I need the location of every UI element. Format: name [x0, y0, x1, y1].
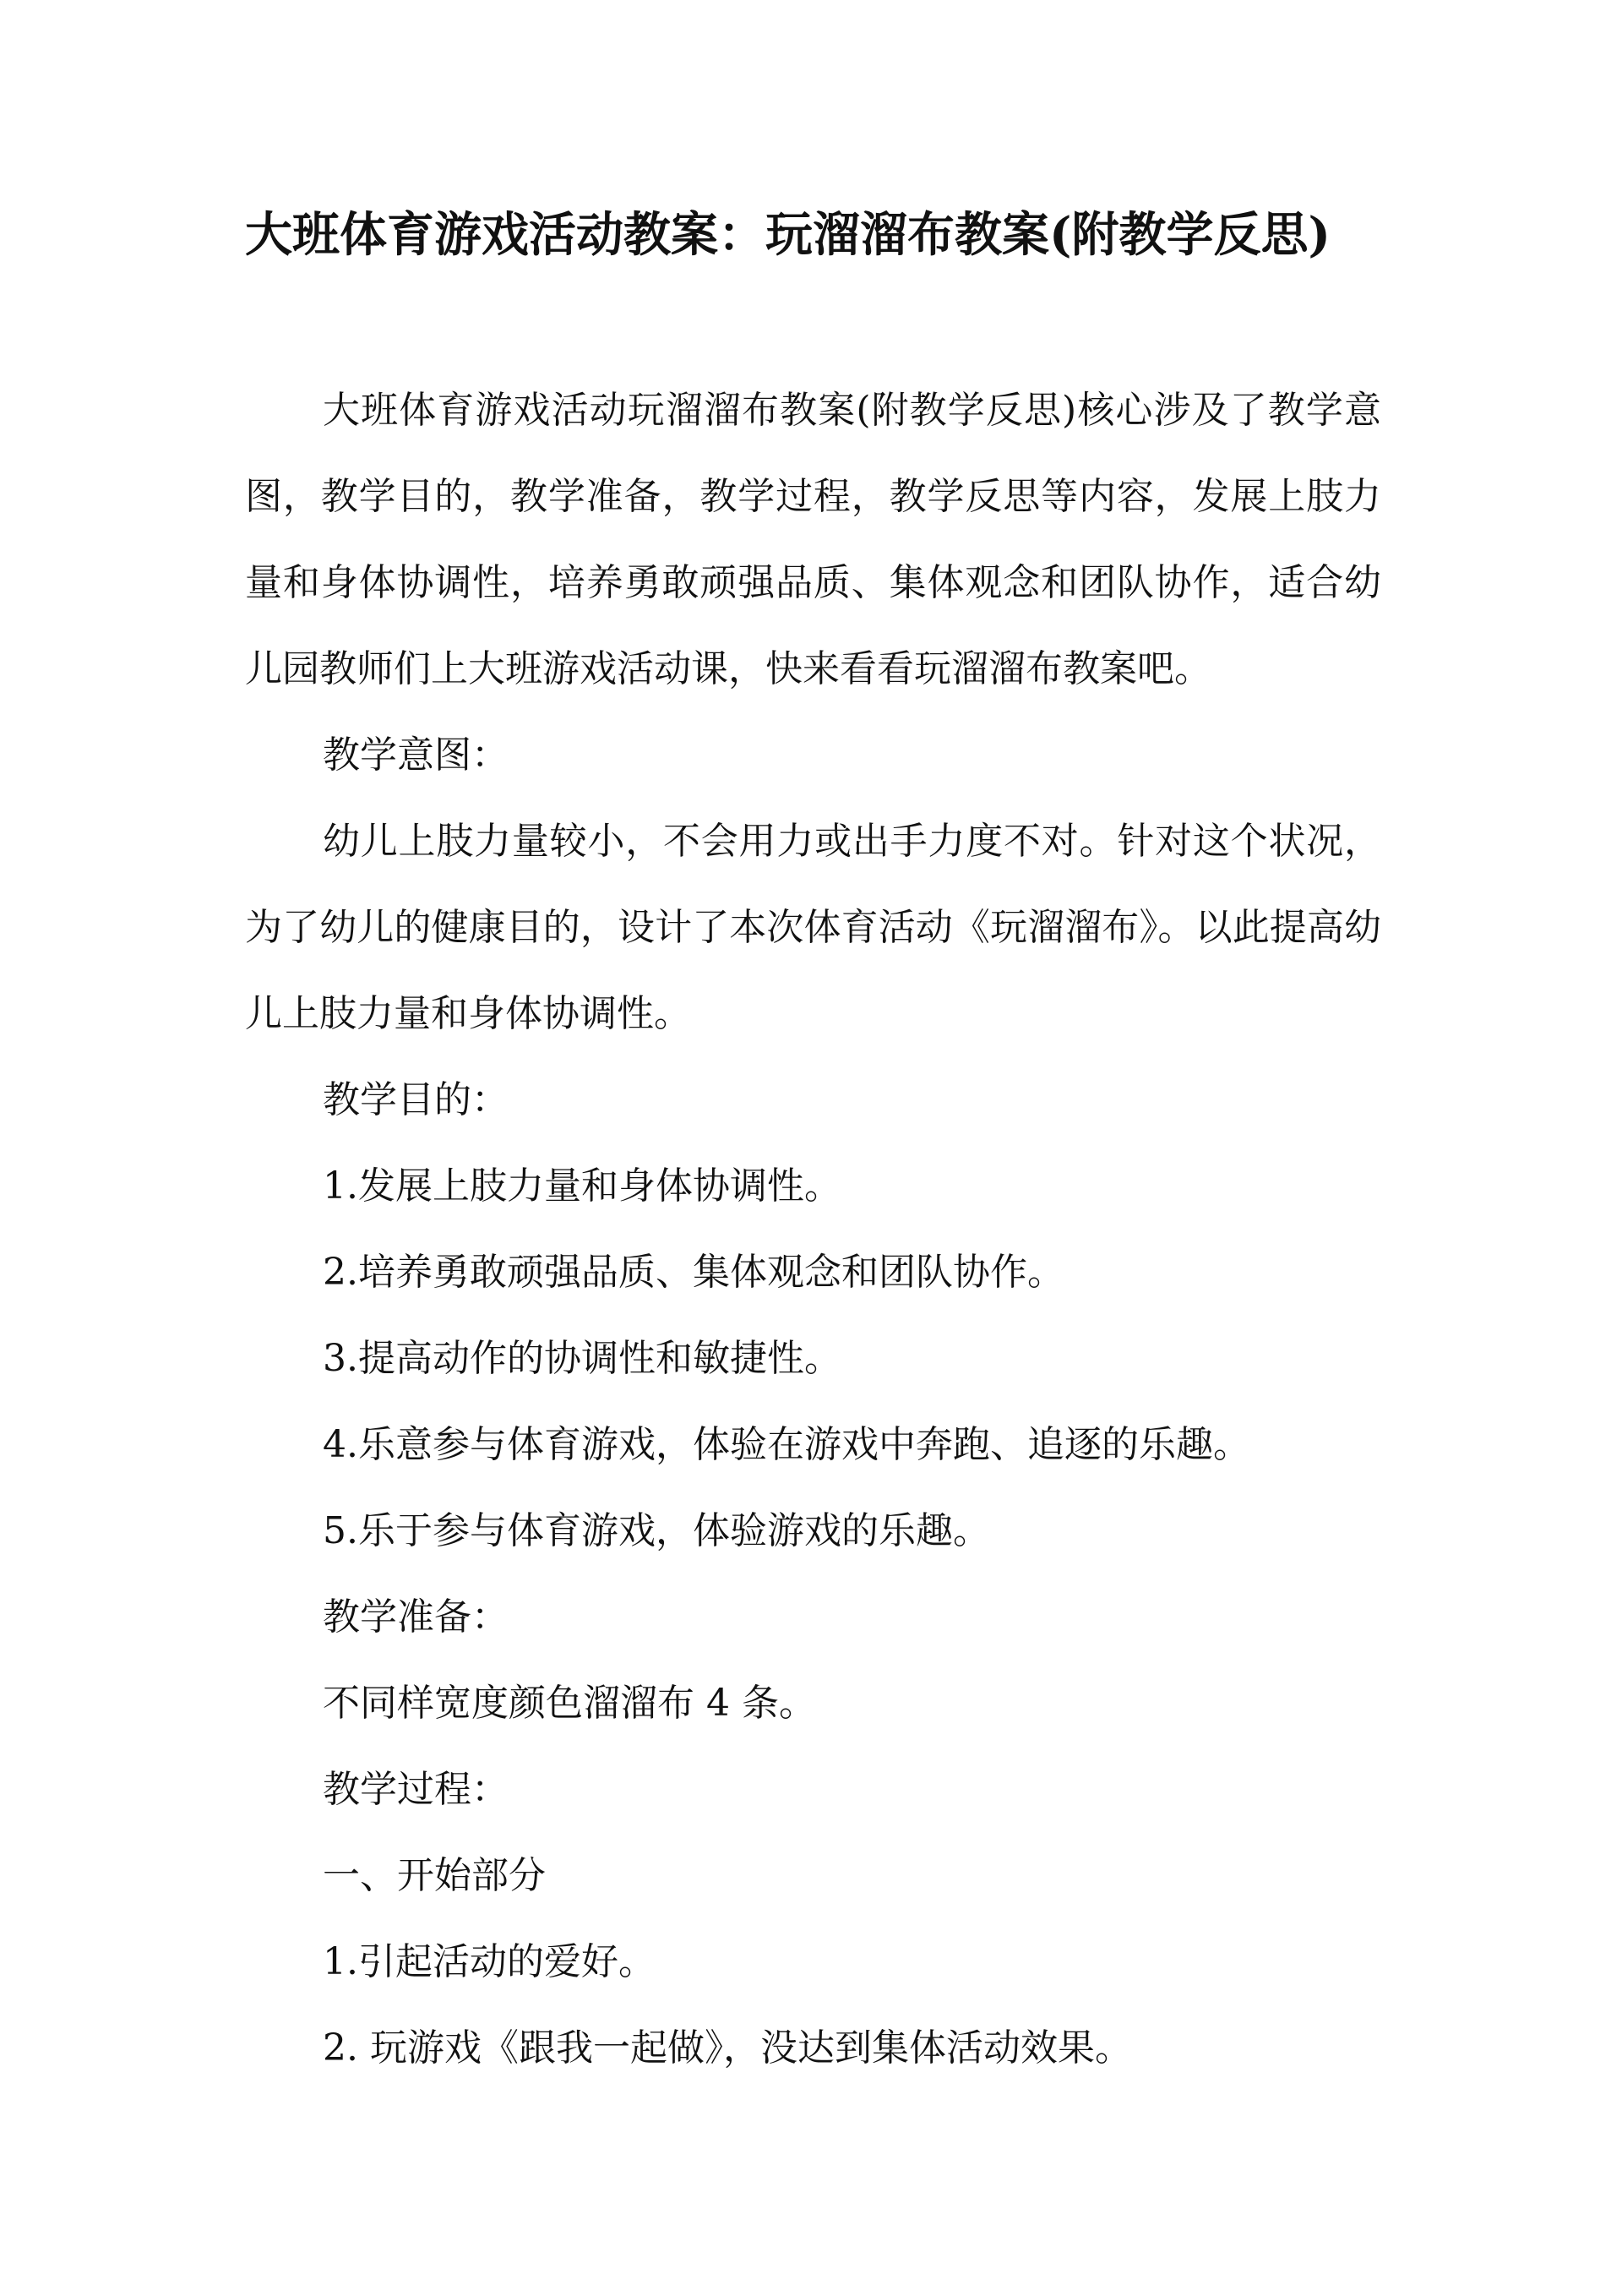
intro-paragraph: 大班体育游戏活动玩溜溜布教案(附教学反思)核心涉及了教学意图，教学目的，教学准备，教学过程，教学反思等内容，发展上肢力量和身体协调性，培养勇敢顽强品质、集体观念和团队协作，适合幼儿园教师们上大班游戏活动课，快来看看玩溜溜布教案吧。 [245, 389, 1381, 690]
intent-paragraph: 幼儿上肢力量较小，不会用力或出手力度不对。针对这个状况，为了幼儿的健康目的，设计了本次体育活动《玩溜溜布》。以此提高幼儿上肢力量和身体协调性。 [245, 820, 1381, 1035]
prep-heading: 教学准备： [323, 1595, 509, 1639]
process-heading: 教学过程： [323, 1768, 509, 1811]
document-title: 大班体育游戏活动教案：玩溜溜布教案(附教学反思) [245, 207, 1331, 263]
process-step: 2. 玩游戏《跟我一起做》，没达到集体活动效果。 [323, 2026, 1132, 2070]
goal-item: 5.乐于参与体育游戏，体验游戏的乐趣。 [323, 1509, 990, 1552]
goals-heading: 教学目的： [323, 1078, 509, 1121]
goal-item: 4.乐意参与体育游戏，体验在游戏中奔跑、追逐的乐趣。 [323, 1423, 1250, 1466]
document-body [245, 368, 1381, 2091]
prep-paragraph: 不同样宽度颜色溜溜布 4 条。 [323, 1682, 816, 1725]
goal-item: 1.发展上肢力量和身体协调性。 [323, 1164, 841, 1208]
section-heading: 一、开始部分 [323, 1854, 546, 1897]
goal-item: 2.培养勇敢顽强品质、集体观念和团队协作。 [323, 1251, 1064, 1294]
goal-item: 3.提高动作的协调性和敏捷性。 [323, 1337, 841, 1380]
intent-heading: 教学意图： [323, 734, 509, 777]
process-step: 1.引起活动的爱好。 [323, 1940, 656, 1983]
